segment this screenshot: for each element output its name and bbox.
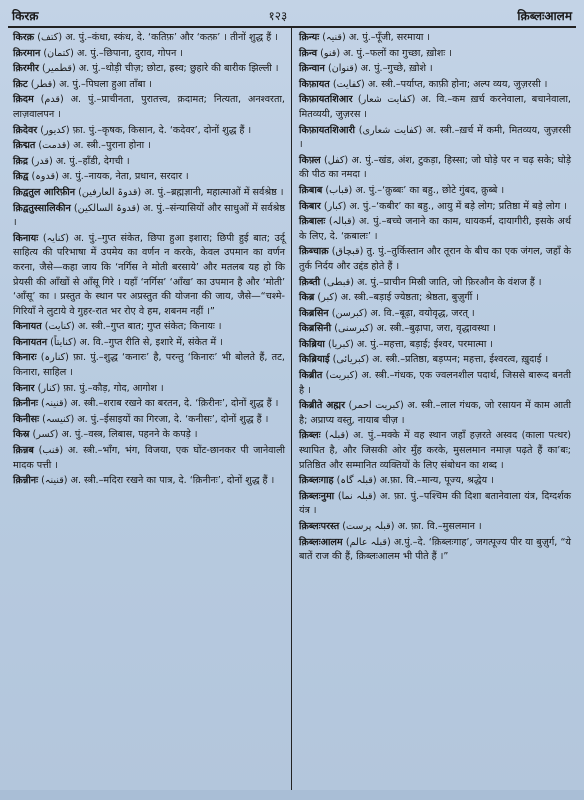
entry-urdu-spelling: (قنیہ) <box>322 32 346 43</box>
entry-urdu-spelling: (قبلہ نما) <box>337 490 377 502</box>
dictionary-entry <box>13 413 285 428</box>
entry-urdu-spelling: (قدوہ) <box>31 171 59 183</box>
entry-headword: किब्रीत <box>299 370 323 382</box>
entry-headword: क़िबाब <box>299 184 323 196</box>
entry-definition: अ.फ़ा. वि.–मान्य, पूज्य, श्रद्धेय । <box>379 475 494 487</box>
dictionary-entry <box>299 200 571 215</box>
entry-headword: क़िब्चाक़ <box>299 246 329 258</box>
entry-definition: अ. स्त्री.–पर्याप्त, काफ़ी होना; अल्प व्यय, जुज़रसी । <box>367 78 548 90</box>
entry-urdu-spelling: (قطر) <box>30 78 57 90</box>
dictionary-entry <box>13 170 285 185</box>
entry-urdu-spelling: (قنینہ) <box>41 475 68 487</box>
entry-headword: क़िद्मत <box>13 140 36 152</box>
dictionary-entry <box>299 369 571 398</box>
dictionary-entry <box>299 31 571 46</box>
dictionary-entry <box>299 536 571 565</box>
entry-headword: किस्र <box>13 429 30 441</box>
entry-definition: अ. पुं.–संन्यासियों और साधुओं में सर्वश्रेष्ठ । <box>13 202 285 229</box>
entry-urdu-spelling: (قنو) <box>320 47 341 59</box>
entry-definition: अ. स्त्री.–गंधक, एक ज्वलनशील पदार्थ, जिससे बारूद बनती है । <box>299 370 571 396</box>
dictionary-entry <box>299 490 571 519</box>
entry-urdu-spelling: (کدیور) <box>40 124 70 136</box>
entry-headword: किब्रसिनी <box>299 323 332 335</box>
dictionary-entry <box>299 291 571 306</box>
entry-urdu-spelling: (کنایہ) <box>42 232 70 244</box>
dictionary-entry <box>299 307 571 322</box>
page-bottom-edge <box>0 790 584 800</box>
entry-definition: अ. पुं.–वस्त्र, लिबास, पहनने के कपड़े । <box>61 429 198 441</box>
page-header <box>8 4 576 28</box>
dictionary-entry <box>13 31 285 46</box>
dictionary-entry <box>13 202 285 231</box>
entry-headword: किनायः <box>13 232 39 244</box>
entry-urdu-spelling: (کبریائی) <box>332 354 370 366</box>
entry-headword: क़िन्व <box>299 47 318 59</box>
dictionary-entry <box>13 124 285 139</box>
entry-urdu-spelling: (کبر) <box>317 292 338 304</box>
entry-definition: अ. स्त्री.–ख़र्च में कमी, मितव्यय, जुज़रसी । <box>299 124 571 151</box>
dictionary-entry <box>13 232 285 320</box>
dictionary-entry <box>299 399 571 428</box>
dictionary-entry <box>299 338 571 353</box>
entry-urdu-spelling: (قدوۃ السالکین) <box>73 202 140 214</box>
dictionary-entry <box>13 351 285 380</box>
dictionary-entry <box>13 397 285 412</box>
dictionary-entry <box>299 520 571 535</box>
dictionary-entry <box>299 215 571 244</box>
dictionary-entry <box>299 276 571 291</box>
entry-definition: अ. पुं.–मक्के में वह स्थान जहाँ हज़रते अस्वद (काला पत्थर) स्थापित है, और जिसकी ओर मुँह करके, मुसलमान नमाज़ पढ़ते हैं का’बः; प्रतिष्ठित और सम्मानित व्यक्तियों के लिए संबोधन का शब्द । <box>299 430 571 471</box>
entry-headword: किब्रिया <box>299 338 325 350</box>
dictionary-entry <box>13 78 285 93</box>
entry-headword: किब्र <box>299 292 315 304</box>
entry-urdu-spelling: (کتمان) <box>43 47 74 59</box>
dictionary-entry <box>299 184 571 199</box>
entry-definition: अ. पुं.–पूँजी, सरमाया । <box>348 32 431 43</box>
entry-headword: किरक़ <box>13 32 35 43</box>
entry-urdu-spelling: (کبرسن) <box>331 307 368 319</box>
dictionary-entry <box>13 444 285 473</box>
entry-headword: क़िद्वतुस्सालिकीन <box>13 202 71 214</box>
dictionary-entry <box>13 62 285 77</box>
entry-urdu-spelling: (قبچاق) <box>331 246 364 258</box>
entry-urdu-spelling: (کبریت احمر) <box>348 400 404 412</box>
entry-definition: अ. पुं.–थोड़ी चीज़; छोटा, ह्रस्व; छुहारे की बारीक झिल्ली । <box>78 63 279 75</box>
entry-definition: अ. पुं.–महत्ता, बड़ाई; ईश्वर, परमात्मा । <box>356 338 494 350</box>
dictionary-entry <box>299 154 571 183</box>
page-number: १२३ <box>268 9 288 23</box>
dictionary-entry <box>13 93 285 122</box>
entry-definition: अ. स्त्री.–लाल गंधक, जो रसायन में काम आती है; अप्राप्य वस्तु, नायाब चीज़ । <box>299 400 571 426</box>
entry-headword: किनीसः <box>13 413 40 425</box>
entry-urdu-spelling: (قبلہ عالم) <box>345 536 391 548</box>
entry-definition: अ. फ़ा. पुं.–पश्चिम की दिशा बतानेवाला यंत्र, दिग्दर्शक यंत्र । <box>299 490 572 517</box>
entry-definition: फ़ा. पुं.–कौड़, गोद, आगोश । <box>63 382 164 394</box>
dictionary-entry <box>13 382 285 397</box>
entry-urdu-spelling: (کبریت) <box>325 370 358 382</box>
entry-definition: अ. पुं.–‘क़ुब्बः’ का बहु., छोटे गुंबद, क़ुब्बे । <box>355 184 505 196</box>
entry-headword: क़िदेवर <box>13 124 38 136</box>
entry-urdu-spelling: (کبار) <box>323 200 347 212</box>
entry-headword: क़िरमीर <box>13 63 39 75</box>
entry-definition: फ़ा. पुं.–कृषक, किसान, दे. ‘कदेवर’, दोनों शुद्ध हैं । <box>72 124 252 136</box>
entry-definition: अ. पुं.–ईसाइयों का गिरजा, दे. ‘कनीसः’, दोनों शुद्ध हैं । <box>77 413 269 425</box>
entry-headword: किफ़ायत <box>299 78 330 90</box>
entry-urdu-spelling: (قنینہ) <box>41 398 68 410</box>
dictionary-entry <box>13 428 285 443</box>
entry-urdu-spelling: (کفایت شعاری) <box>358 124 423 136</box>
entry-headword: क़िब्लःगाह <box>299 475 334 487</box>
entry-definition: अ. स्त्री.–गुप्त बात; गुप्त संकेत; किनायः । <box>77 321 222 333</box>
entry-headword: किनायतन <box>13 336 48 348</box>
entry-headword: किब्रसिन <box>299 307 329 319</box>
entry-urdu-spelling: (قدوۃ العارفین) <box>78 186 142 198</box>
entry-definition: अ. पुं.–हाँडी, देगची । <box>55 155 130 167</box>
entry-definition: अ. पुं.–कंधा, स्कंध, दे. ‘कतिफ़’ और ‘कत्फ़’ । तीनों शुद्ध हैं । <box>65 32 278 43</box>
entry-urdu-spelling: (قنوان) <box>327 63 358 75</box>
dictionary-entry <box>299 78 571 93</box>
dictionary-entry <box>299 62 571 77</box>
entry-urdu-spelling: (کنارہ) <box>40 352 69 364</box>
entry-headword: क़िब्लःपरस्त <box>299 521 340 532</box>
entry-headword: क़िन्नीनः <box>13 475 39 487</box>
entry-urdu-spelling: (قبلہ پرست) <box>342 521 395 532</box>
dictionary-entry <box>299 353 571 368</box>
entry-urdu-spelling: (کسر) <box>32 429 59 441</box>
entry-urdu-spelling: (کنایتاً) <box>50 336 77 348</box>
entry-headword: क़िबालः <box>299 216 326 228</box>
entry-definition: अ. पुं.–पिघला हुआ ताँबा । <box>59 78 152 90</box>
dictionary-entry <box>13 47 285 62</box>
entry-definition: अ. पुं.–ब्रह्मज्ञानी, महात्माओं में सर्वश्रेष्ठ । <box>144 186 284 198</box>
entry-definition: अ. पुं.–खंड, अंश, टुकड़ा, हिस्सा; जो घोड़े पर न चढ़ सके; घोड़े की पीठ का नमदा । <box>299 154 571 181</box>
dictionary-entry <box>299 322 571 337</box>
entry-urdu-spelling: (کنایت) <box>44 321 75 333</box>
entry-urdu-spelling: (قباب) <box>325 184 353 196</box>
entry-urdu-spelling: (کتف) <box>37 32 63 43</box>
columns <box>8 28 576 792</box>
entry-headword: क़िब्लःआलम <box>299 536 343 548</box>
entry-headword: क़िन्यः <box>299 32 320 43</box>
entry-definition: अ. स्त्री.–मदिरा रखने का पात्र, दे. ‘क़िनीनः’, दोनों शुद्ध हैं । <box>70 475 275 487</box>
entry-headword: किनायत <box>13 321 42 333</box>
entry-urdu-spelling: (قبطی) <box>323 276 355 288</box>
entry-urdu-spelling: (کفایت شعار) <box>357 94 416 106</box>
entry-definition: अ. पुं.–प्राचीनता, पुरातत्त्व, क़दामत; नित्यता, अनश्वरता, लाज़वालपन । <box>13 94 285 120</box>
entry-headword: क़िनीनः <box>13 398 38 410</box>
entry-headword: क़िन्वान <box>299 63 325 75</box>
dictionary-entry <box>13 186 285 201</box>
entry-urdu-spelling: (کفل) <box>323 154 349 166</box>
entry-definition: अ. पुं.–नायक, नेता, प्रधान, सरदार । <box>61 171 189 183</box>
entry-headword: क़िद्वतुल आरिफ़ीन <box>13 186 76 198</box>
entry-headword: किनारः <box>13 352 37 364</box>
dictionary-entry <box>299 124 571 153</box>
entry-headword: किफ़ायतशिआरी <box>299 124 355 136</box>
entry-urdu-spelling: (کبرسنی) <box>334 323 374 335</box>
entry-definition: अ. वि.–बूढ़ा, वयोवृद्ध, जरत् । <box>370 307 475 319</box>
dictionary-entry <box>299 474 571 489</box>
entry-urdu-spelling: (قدم) <box>40 94 64 106</box>
dictionary-entry <box>299 429 571 473</box>
entry-headword: क़िद्व <box>13 171 29 183</box>
entry-urdu-spelling: (کبریا) <box>327 338 354 350</box>
entry-definition: अ. पुं.–गुच्छे, ख़ोशे । <box>360 63 433 75</box>
entry-definition: अ. फ़ा. वि.–मुसलमान । <box>397 521 482 532</box>
entry-headword: किबार <box>299 200 321 212</box>
entry-urdu-spelling: (قبالہ) <box>328 216 356 228</box>
entry-urdu-spelling: (قدمت) <box>38 140 71 152</box>
dictionary-entry <box>13 139 285 154</box>
entry-definition: फ़ा. पुं.–शुद्ध ‘कनारः’ है, परन्तु ‘किनारः’ भी बोलते हैं, तट, किनारा, साहिल । <box>13 352 285 379</box>
entry-headword: किनार <box>13 382 35 394</box>
entry-headword: क़िरमान <box>13 47 41 59</box>
entry-definition: अ. स्त्री.–भाँग, भंग, विजया, एक घोंट-छानकर पी जानेवाली मादक पत्ती । <box>13 445 285 471</box>
entry-definition: अ. वि.–कम ख़र्च करनेवाला, बचानेवाला, मितव्ययी, जुज़रस । <box>299 94 571 120</box>
entry-urdu-spelling: (کفایت) <box>332 78 365 90</box>
entry-definition: अ. स्त्री.–शराब रखने का बरतन, दे. ‘क़िरीनः’, दोनों शुद्ध हैं । <box>70 398 279 410</box>
dictionary-entry <box>299 245 571 274</box>
entry-definition: अ. पुं.–फलों का गुच्छा, ख़ोशः । <box>343 47 452 59</box>
entry-urdu-spelling: (کنیسہ) <box>42 413 75 425</box>
entry-urdu-spelling: (قنب) <box>38 445 64 457</box>
entry-urdu-spelling: (قبلہ) <box>325 430 349 442</box>
entry-urdu-spelling: (قطمیر) <box>42 63 76 75</box>
entry-urdu-spelling: (کنار) <box>37 382 61 394</box>
entry-definition: अ.पुं.–दे. ‘क़िब्लःगाह’, जगत्पूज्य पीर या बुज़ुर्ग, “ये बातें राज की हैं, क़िब्लःआलम भी पीते हैं ।” <box>299 536 571 563</box>
entry-urdu-spelling: (قدر) <box>31 155 53 167</box>
dictionary-entry <box>299 93 571 122</box>
entry-headword: क़िद्र <box>13 155 28 167</box>
entry-definition: अ. पुं.–गुप्त संकेत, छिपा हुआ इशारा; छिपी हुई बात; उर्दू साहित्य की परिभाषा में उपमेय का वर्णन न करके, केवल उपमान का वर्णन करना, जैसे—कहा जाय कि ‘नर्गिस ने मोती बरसाये’ और मतलब यह हो कि प्रेयसी की आँखों से आँसू गिरे । यहाँ ‘नर्गिस’ ‘आँख’ का उपमान है और ‘मोती’ ‘आँसू’ का । प्रस्तुत के स्थान पर अप्रस्तुत की योजना की जाय, जैसे—“चश्मे-गिरियाँ ने लुटाये वे गुहर-रात भर रोए वे हम, शबनम नहीं ।” <box>13 232 285 317</box>
entry-headword: किब्रीते अह्मर <box>299 400 345 412</box>
dictionary-entry <box>299 47 571 62</box>
entry-headword: किफ़ायतशिआर <box>299 94 353 106</box>
entry-headword: क़िदम <box>13 94 34 106</box>
entry-headword: किब्रियाई <box>299 354 330 366</box>
entry-headword: क़िब्लः <box>299 430 321 442</box>
entry-headword: क़िब्लःनुमा <box>299 490 335 502</box>
entry-definition: अ. स्त्री.–बड़ाई ज्येष्ठता; श्रेष्ठता, बुज़ुर्गी । <box>340 292 479 304</box>
header-right-word: क़िब्लःआलम <box>517 9 572 23</box>
entry-headword: क़िट <box>13 78 28 90</box>
entry-urdu-spelling: (قبلہ گاہ) <box>336 475 377 487</box>
header-left-word: किरक़ <box>12 9 39 23</box>
dictionary-entry <box>13 155 285 170</box>
dictionary-entry <box>13 474 285 489</box>
entry-definition: अ. पुं.–छिपाना, दुराव, गोपन । <box>76 47 183 59</box>
left-column <box>8 28 292 792</box>
entry-definition: अ. स्त्री.–पुराना होना । <box>73 140 151 152</box>
entry-headword: क़िब्ती <box>299 276 321 288</box>
dictionary-entry <box>13 320 285 335</box>
entry-definition: अ. पुं.–प्राचीन मिस्री जाति, जो फ़िरऔन के वंशज हैं । <box>357 276 542 288</box>
dictionary-entry <box>13 336 285 351</box>
entry-definition: अ. स्त्री.–प्रतिष्ठा, बड़प्पन; महत्ता, ईश्वरत्व, ख़ुदाई । <box>372 354 549 366</box>
entry-definition: तु. पुं.–तुर्किस्तान और तूरान के बीच का एक जंगल, जहाँ के तुर्क निर्दय और उद्दंड होते हैं । <box>299 246 571 272</box>
entry-definition: अ. स्त्री.–बुढ़ापा, जरा, वृद्धावस्था । <box>376 323 496 335</box>
right-column <box>292 28 576 792</box>
entry-headword: किफ़्ल <box>299 154 321 166</box>
entry-definition: अ. पुं.–‘कबीर’ का बहु., आयु में बड़े लोग; प्रतिष्ठा में बड़े लोग । <box>349 200 567 212</box>
entry-headword: क़िन्नब <box>13 445 34 457</box>
entry-definition: अ. पुं.–बच्चे जनाने का काम, धायकर्म, दायागीरी, इसके अर्थ के लिए, दे. ‘क़बालः’ । <box>299 216 571 242</box>
entry-definition: अ. वि.–गुप्त रीति से, इशारे में, संकेत में । <box>79 336 223 348</box>
